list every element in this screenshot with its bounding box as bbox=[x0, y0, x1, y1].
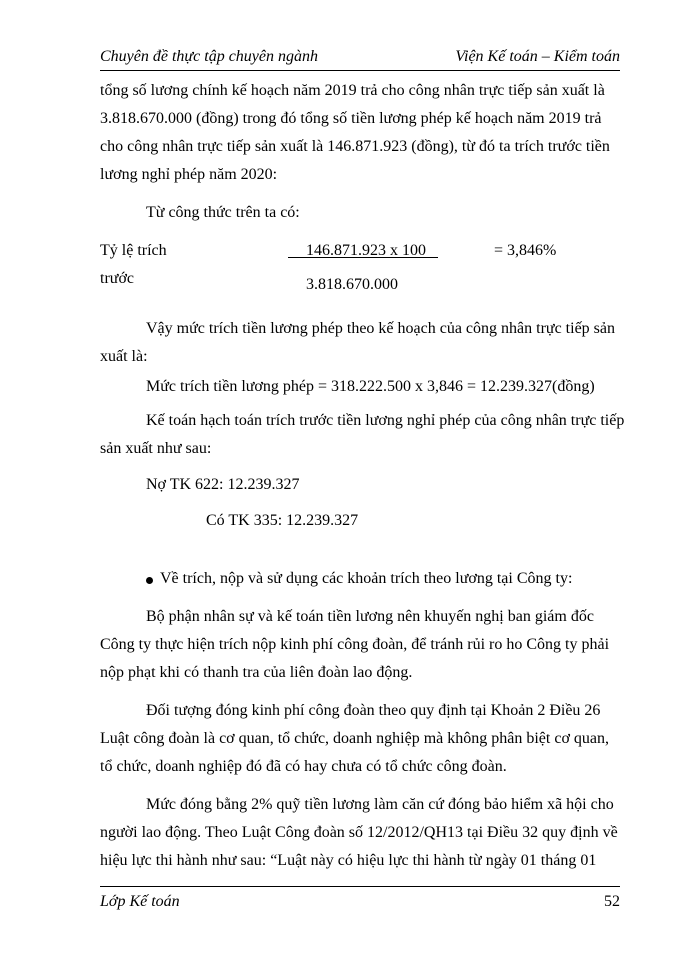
paragraph-line: người lao động. Theo Luật Công đoàn số 12/2012/QH13 tại Điều 32 quy định về bbox=[100, 824, 618, 841]
header-right: Viện Kế toán – Kiểm toán bbox=[455, 48, 620, 65]
section-heading: Về trích, nộp và sử dụng các khoản trích theo lương tại Công ty: bbox=[160, 570, 573, 587]
paragraph-line: tổng số lương chính kế hoạch năm 2019 trả cho công nhân trực tiếp sản xuất là bbox=[100, 82, 605, 99]
paragraph-line: Luật công đoàn là cơ quan, tổ chức, doanh nghiệp mà không phân biệt cơ quan, bbox=[100, 730, 610, 747]
paragraph-line: Bộ phận nhân sự và kế toán tiền lương nên khuyến nghị ban giám đốc bbox=[146, 608, 594, 625]
fraction-denominator: 3.818.670.000 bbox=[306, 276, 398, 293]
journal-credit: Có TK 335: 12.239.327 bbox=[206, 512, 359, 529]
journal-debit: Nợ TK 622: 12.239.327 bbox=[146, 476, 300, 493]
paragraph-line: Mức đóng bằng 2% quỹ tiền lương làm căn cứ đóng bảo hiểm xã hội cho bbox=[146, 796, 614, 813]
paragraph-line: Công ty thực hiện trích nộp kinh phí công đoàn, để tránh rủi ro ho Công ty phải bbox=[100, 636, 610, 653]
formula-line: Mức trích tiền lương phép = 318.222.500 x 3,846 = 12.239.327(đồng) bbox=[146, 378, 595, 395]
bullet-icon bbox=[146, 577, 153, 584]
ratio-label: Tỷ lệ trích bbox=[100, 242, 167, 259]
paragraph-line: xuất là: bbox=[100, 348, 148, 365]
paragraph-line: Kế toán hạch toán trích trước tiền lương nghỉ phép của công nhân trực tiếp bbox=[146, 412, 625, 429]
paragraph-line: tổ chức, doanh nghiệp đó đã có hay chưa có tổ chức công đoàn. bbox=[100, 758, 507, 775]
fraction-numerator: 146.871.923 x 100 bbox=[306, 242, 426, 259]
paragraph-line: cho công nhân trực tiếp sản xuất là 146.871.923 (đồng), từ đó ta trích trước tiền bbox=[100, 138, 610, 155]
header-left: Chuyên đề thực tập chuyên ngành bbox=[100, 48, 318, 65]
footer-rule bbox=[100, 886, 620, 887]
page-number: 52 bbox=[604, 893, 620, 910]
header-rule bbox=[100, 70, 620, 71]
paragraph-line: Vậy mức trích tiền lương phép theo kế hoạch của công nhân trực tiếp sản bbox=[146, 320, 615, 337]
paragraph-line: 3.818.670.000 (đồng) trong đó tổng số tiền lương phép kế hoạch năm 2019 trả bbox=[100, 110, 602, 127]
paragraph-line: nộp phạt khi có thanh tra của liên đoàn lao động. bbox=[100, 664, 413, 681]
fraction-result: = 3,846% bbox=[494, 242, 557, 259]
paragraph-line: Đối tượng đóng kinh phí công đoàn theo quy định tại Khoản 2 Điều 26 bbox=[146, 702, 601, 719]
ratio-label-cont: trước bbox=[100, 270, 135, 287]
fraction-bar bbox=[288, 257, 438, 258]
paragraph-line: sản xuất như sau: bbox=[100, 440, 212, 457]
footer-left: Lớp Kế toán bbox=[100, 893, 180, 910]
paragraph-line: Từ công thức trên ta có: bbox=[146, 204, 300, 221]
paragraph-line: hiệu lực thi hành như sau: “Luật này có hiệu lực thi hành từ ngày 01 tháng 01 bbox=[100, 852, 597, 869]
paragraph-line: lương nghỉ phép năm 2020: bbox=[100, 166, 278, 183]
